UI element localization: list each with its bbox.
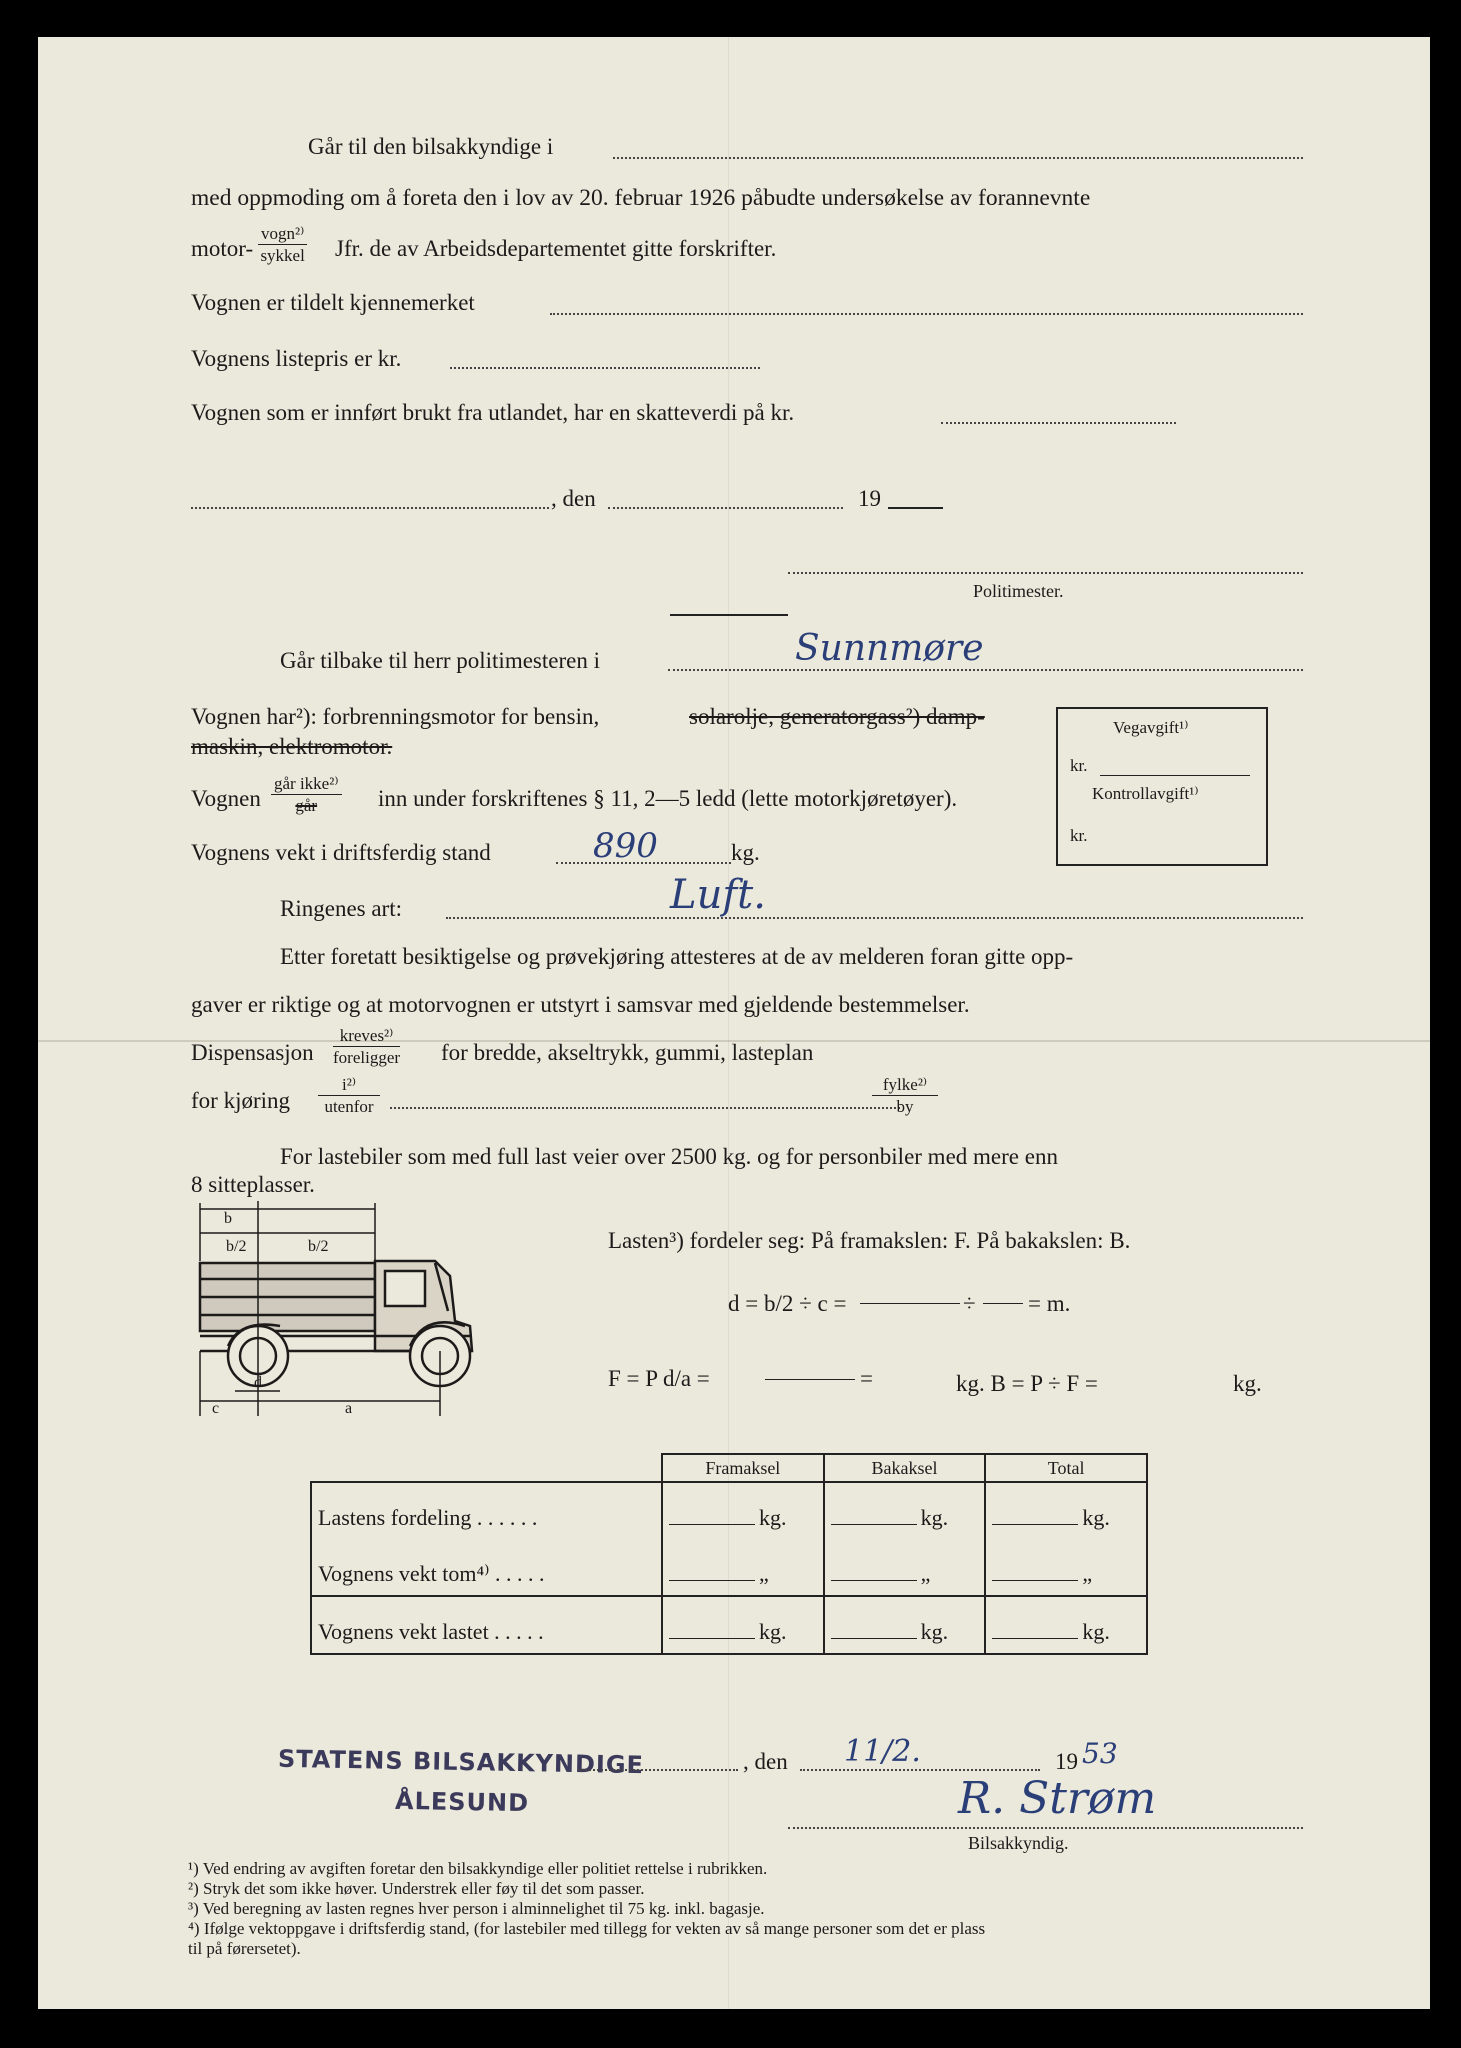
- diagram-label-b: b: [224, 1210, 232, 1227]
- weight-unit: kg.: [731, 840, 760, 865]
- table-header-rear-axle: Bakaksel: [824, 1454, 986, 1482]
- registration-mark-label: Vognen er tildelt kjennemerket: [191, 290, 475, 315]
- road-fee-kr: kr.: [1070, 756, 1088, 775]
- weight-label: Vognens vekt i driftsferdig stand: [191, 840, 491, 865]
- table-header-total: Total: [985, 1454, 1147, 1482]
- inspection-date-label: , den: [743, 1749, 788, 1774]
- dispensation-text: for bredde, akseltrykk, gummi, lasteplan: [441, 1040, 814, 1065]
- diagram-label-c: c: [212, 1400, 220, 1416]
- fraction-top: går ikke²⁾: [271, 775, 342, 795]
- regulations-text: Jfr. de av Arbeidsdepartementet gitte forskrifter.: [335, 236, 777, 261]
- weight-handwritten: 890: [593, 826, 658, 866]
- police-chief-label: Politimester.: [973, 581, 1064, 601]
- fraction-bottom: utenfor: [324, 1097, 374, 1116]
- formula-kg: kg.: [1233, 1371, 1262, 1396]
- diagram-label-b-half-2: b/2: [308, 1238, 329, 1255]
- light-vehicle-fraction: [271, 775, 342, 814]
- table-row: Vognens vekt lastet . . . . . kg. kg. kg.: [311, 1596, 1147, 1654]
- fee-box: [1056, 707, 1268, 866]
- paper-fold-vertical: [728, 37, 729, 2009]
- return-label: Går tilbake til herr politimesteren i: [280, 648, 600, 673]
- return-district-handwritten: Sunnmøre: [795, 628, 984, 669]
- place-field[interactable]: [191, 507, 549, 509]
- inspection-date-field[interactable]: [800, 1769, 1040, 1771]
- dispensation-fraction: [333, 1027, 400, 1066]
- road-fee-field[interactable]: [1100, 775, 1250, 776]
- table-row: Lastens fordeling . . . . . . kg. kg. kg.: [311, 1482, 1147, 1539]
- diagram-label-a: a: [345, 1400, 353, 1416]
- tyre-type-field[interactable]: [446, 917, 1303, 919]
- footnote-4: ⁴) Ifølge vektoppgave i driftsferdig stand, (for lastebiler med tillegg for vekten av så mange personer som det er plass: [188, 1919, 986, 1938]
- inspection-year-prefix: 19: [1055, 1749, 1078, 1774]
- load-distribution-text: Lasten³) fordeler seg: På framakslen: F. På bakakslen: B.: [608, 1228, 1131, 1253]
- light-vehicle-text: inn under forskriftenes § 11, 2—5 ledd (lette motorkjøretøyer).: [378, 786, 958, 811]
- inspection-year-handwritten: 53: [1082, 1737, 1118, 1770]
- request-text: med oppmoding om å foreta den i lov av 20. februar 1926 påbudte undersøkelse av forannevnte: [191, 185, 1091, 211]
- weight-distribution-table: [310, 1453, 1148, 1655]
- motor-type-struck-1: solarolje, generatorgass²) damp-: [689, 704, 985, 729]
- row-label: Vognens vekt lastet . . . . .: [311, 1596, 662, 1654]
- footnote-3: ³) Ved beregning av lasten regnes hver person i alminnelighet til 75 kg. inkl. bagasje.: [188, 1899, 765, 1918]
- table-row: Vognens vekt tom⁴⁾ . . . . . „ „ „: [311, 1539, 1147, 1596]
- light-vehicle-prefix: Vognen: [191, 786, 261, 811]
- attestation-line-1: Etter foretatt besiktigelse og prøvekjøring attesteres at de av melderen foran gitte opp-: [280, 944, 1074, 969]
- date-label: , den: [551, 486, 596, 511]
- county-fraction: [872, 1076, 938, 1115]
- section-divider: [670, 614, 788, 616]
- road-fee-label: Vegavgift¹⁾: [1113, 718, 1189, 737]
- inspection-date-handwritten: 11/2.: [844, 1734, 921, 1769]
- table-header-front-axle: Framaksel: [662, 1454, 824, 1482]
- tax-value-field[interactable]: [941, 422, 1176, 424]
- registration-mark-field[interactable]: [550, 313, 1303, 315]
- driving-area-field[interactable]: [390, 1107, 900, 1109]
- fraction-top: vogn²⁾: [258, 225, 307, 245]
- truck-load-diagram: [180, 1201, 610, 1416]
- year-field[interactable]: [888, 507, 943, 509]
- fraction-bottom: sykkel: [260, 246, 305, 265]
- inspector-signature-handwritten: R. Strøm: [958, 1773, 1157, 1824]
- fraction-bottom-struck: går: [295, 796, 318, 815]
- control-fee-kr: kr.: [1070, 826, 1088, 845]
- diagram-label-d: d: [254, 1374, 262, 1391]
- motor-prefix: motor-: [191, 236, 254, 261]
- recipient-label: Går til den bilsakkyndige i: [308, 134, 554, 159]
- return-district-field[interactable]: [668, 669, 1303, 671]
- motor-type-struck-2: maskin, elektromotor.: [191, 734, 393, 759]
- form-page: Går til den bilsakkyndige i med oppmoding om å foreta den i lov av 20. februar 1926 påbudte undersøkelse av forannevnte motor- vogn²⁾ sykkel Jfr. de av Arbeidsdepartementet gitte forskrifter. Vognen er tildelt kjennemerket Vognens listepris er kr. Vognen som er innført brukt fra utlandet, har en skatteverdi på kr. , den 19 Politimester. Går tilbake til herr politimesteren i Sunnmøre Vognen har²): forbrenningsmotor for bensin, solarolje, generatorgass²) damp- maskin, elektromotor. Vegavgift¹⁾ kr. Kontrollavgift¹⁾ kr. Vognen går ikke²⁾ går inn under forskriftenes § 11, 2—5 ledd (lette motorkjøretøyer). Vognens vekt i driftsferdig stand 890 kg. Ringenes art: Luft. Etter foretatt besiktigelse og prøvekjøring attesteres at de av melderen foran gitte opp- gaver er riktige og at motorvognen er utstyrt i samsvar med gjeldende bestemmelser. Dispensasjon kreves²⁾ foreligger for bredde, akseltrykk, gummi, lasteplan for kjøring i²⁾ utenfor fylke²⁾ by For lastebiler som med full last veier over 2500 kg. og for personbiler med mere enn 8 sitteplasser. b b/2 b/2 d c a Lasten³) fordeler seg: På framakslen: F. På bakakslen: B. d = b/2 ÷ c = ÷ = m. F = P d/a = = kg. B = P ÷ F = kg. Framaksel Bakaksel Total Lastens fordeling . . . . . . kg. kg. kg. Vognens vekt tom⁴⁾ . . . . . „ „ „ Vognens vekt lastet . . . . . kg. kg. kg. STATENS BILSAKKYNDIGE ÅLESUND , den 11/2. 19 53 R. Strøm Bilsakkyndig. ¹) Ved endring av avgiften foretar den bilsakkyndige eller politiet rettelse i rubrikken. ²) Stryk det som ikke høver. Understrek eller føy til det som passer. ³) Ved beregning av lasten regnes hver person i alminnelighet til 75 kg. inkl. bagasje. ⁴) Ifølge vektoppgave i driftsferdig stand, (for lastebiler med tillegg for vekten av så mange personer som det er plass til på førersetet).: [38, 37, 1430, 2009]
- control-fee-label: Kontrollavgift¹⁾: [1092, 784, 1199, 803]
- list-price-field[interactable]: [450, 367, 760, 369]
- year-label: 19: [858, 486, 881, 511]
- formula-f-field[interactable]: [765, 1379, 855, 1380]
- driving-prefix: for kjøring: [191, 1088, 291, 1113]
- footnote-4-continued: til på førersetet).: [188, 1939, 301, 1958]
- police-chief-signature-line[interactable]: [788, 572, 1303, 574]
- inspector-signature-line[interactable]: [788, 1827, 1303, 1829]
- diagram-label-b-half-1: b/2: [226, 1238, 247, 1255]
- footnote-1: ¹) Ved endring av avgiften foretar den bilsakkyndige eller politiet rettelse i rubrikken.: [188, 1859, 768, 1878]
- inspector-stamp-line-1: STATENS BILSAKKYNDIGE: [277, 1744, 645, 1780]
- formula-d-field-1[interactable]: [860, 1303, 960, 1304]
- footnote-2: ²) Stryk det som ikke høver. Understrek eller føy til det som passer.: [188, 1879, 645, 1898]
- tyre-type-handwritten: Luft.: [670, 872, 766, 918]
- date-field[interactable]: [608, 507, 843, 509]
- truck-note-line-2: 8 sitteplasser.: [191, 1172, 315, 1197]
- tyre-type-label: Ringenes art:: [280, 896, 402, 921]
- list-price-label: Vognens listepris er kr.: [191, 346, 402, 371]
- vehicle-type-fraction: [258, 225, 307, 264]
- inspection-place-field[interactable]: [578, 1769, 738, 1771]
- formula-d: d = b/2 ÷ c =: [728, 1291, 847, 1316]
- tax-value-label: Vognen som er innført brukt fra utlandet, har en skatteverdi på kr.: [191, 400, 795, 425]
- fraction-bottom: foreligger: [333, 1048, 401, 1067]
- fraction-top: fylke²⁾: [872, 1076, 938, 1096]
- recipient-field[interactable]: [613, 157, 1303, 159]
- formula-d-end: = m.: [1028, 1291, 1071, 1316]
- formula-b: kg. B = P ÷ F =: [956, 1371, 1098, 1396]
- fraction-bottom: by: [896, 1097, 914, 1116]
- formula-f: F = P d/a =: [608, 1366, 710, 1391]
- motor-type-label: Vognen har²): forbrenningsmotor for bensin,: [191, 704, 600, 729]
- fraction-top: kreves²⁾: [333, 1027, 400, 1047]
- inspector-label: Bilsakkyndig.: [968, 1833, 1069, 1853]
- inspector-stamp-line-2: ÅLESUND: [394, 1786, 530, 1818]
- formula-d-field-2[interactable]: [983, 1303, 1023, 1304]
- fraction-top: i²⁾: [318, 1076, 380, 1096]
- attestation-line-2: gaver er riktige og at motorvognen er utstyrt i samsvar med gjeldende bestemmelser.: [191, 992, 970, 1017]
- driving-fraction: [318, 1076, 380, 1115]
- truck-note-line-1: For lastebiler som med full last veier over 2500 kg. og for personbiler med mere enn: [280, 1144, 1058, 1169]
- row-label: Vognens vekt tom⁴⁾ . . . . .: [311, 1539, 662, 1596]
- row-label: Lastens fordeling . . . . . .: [311, 1482, 662, 1539]
- dispensation-prefix: Dispensasjon: [191, 1040, 314, 1065]
